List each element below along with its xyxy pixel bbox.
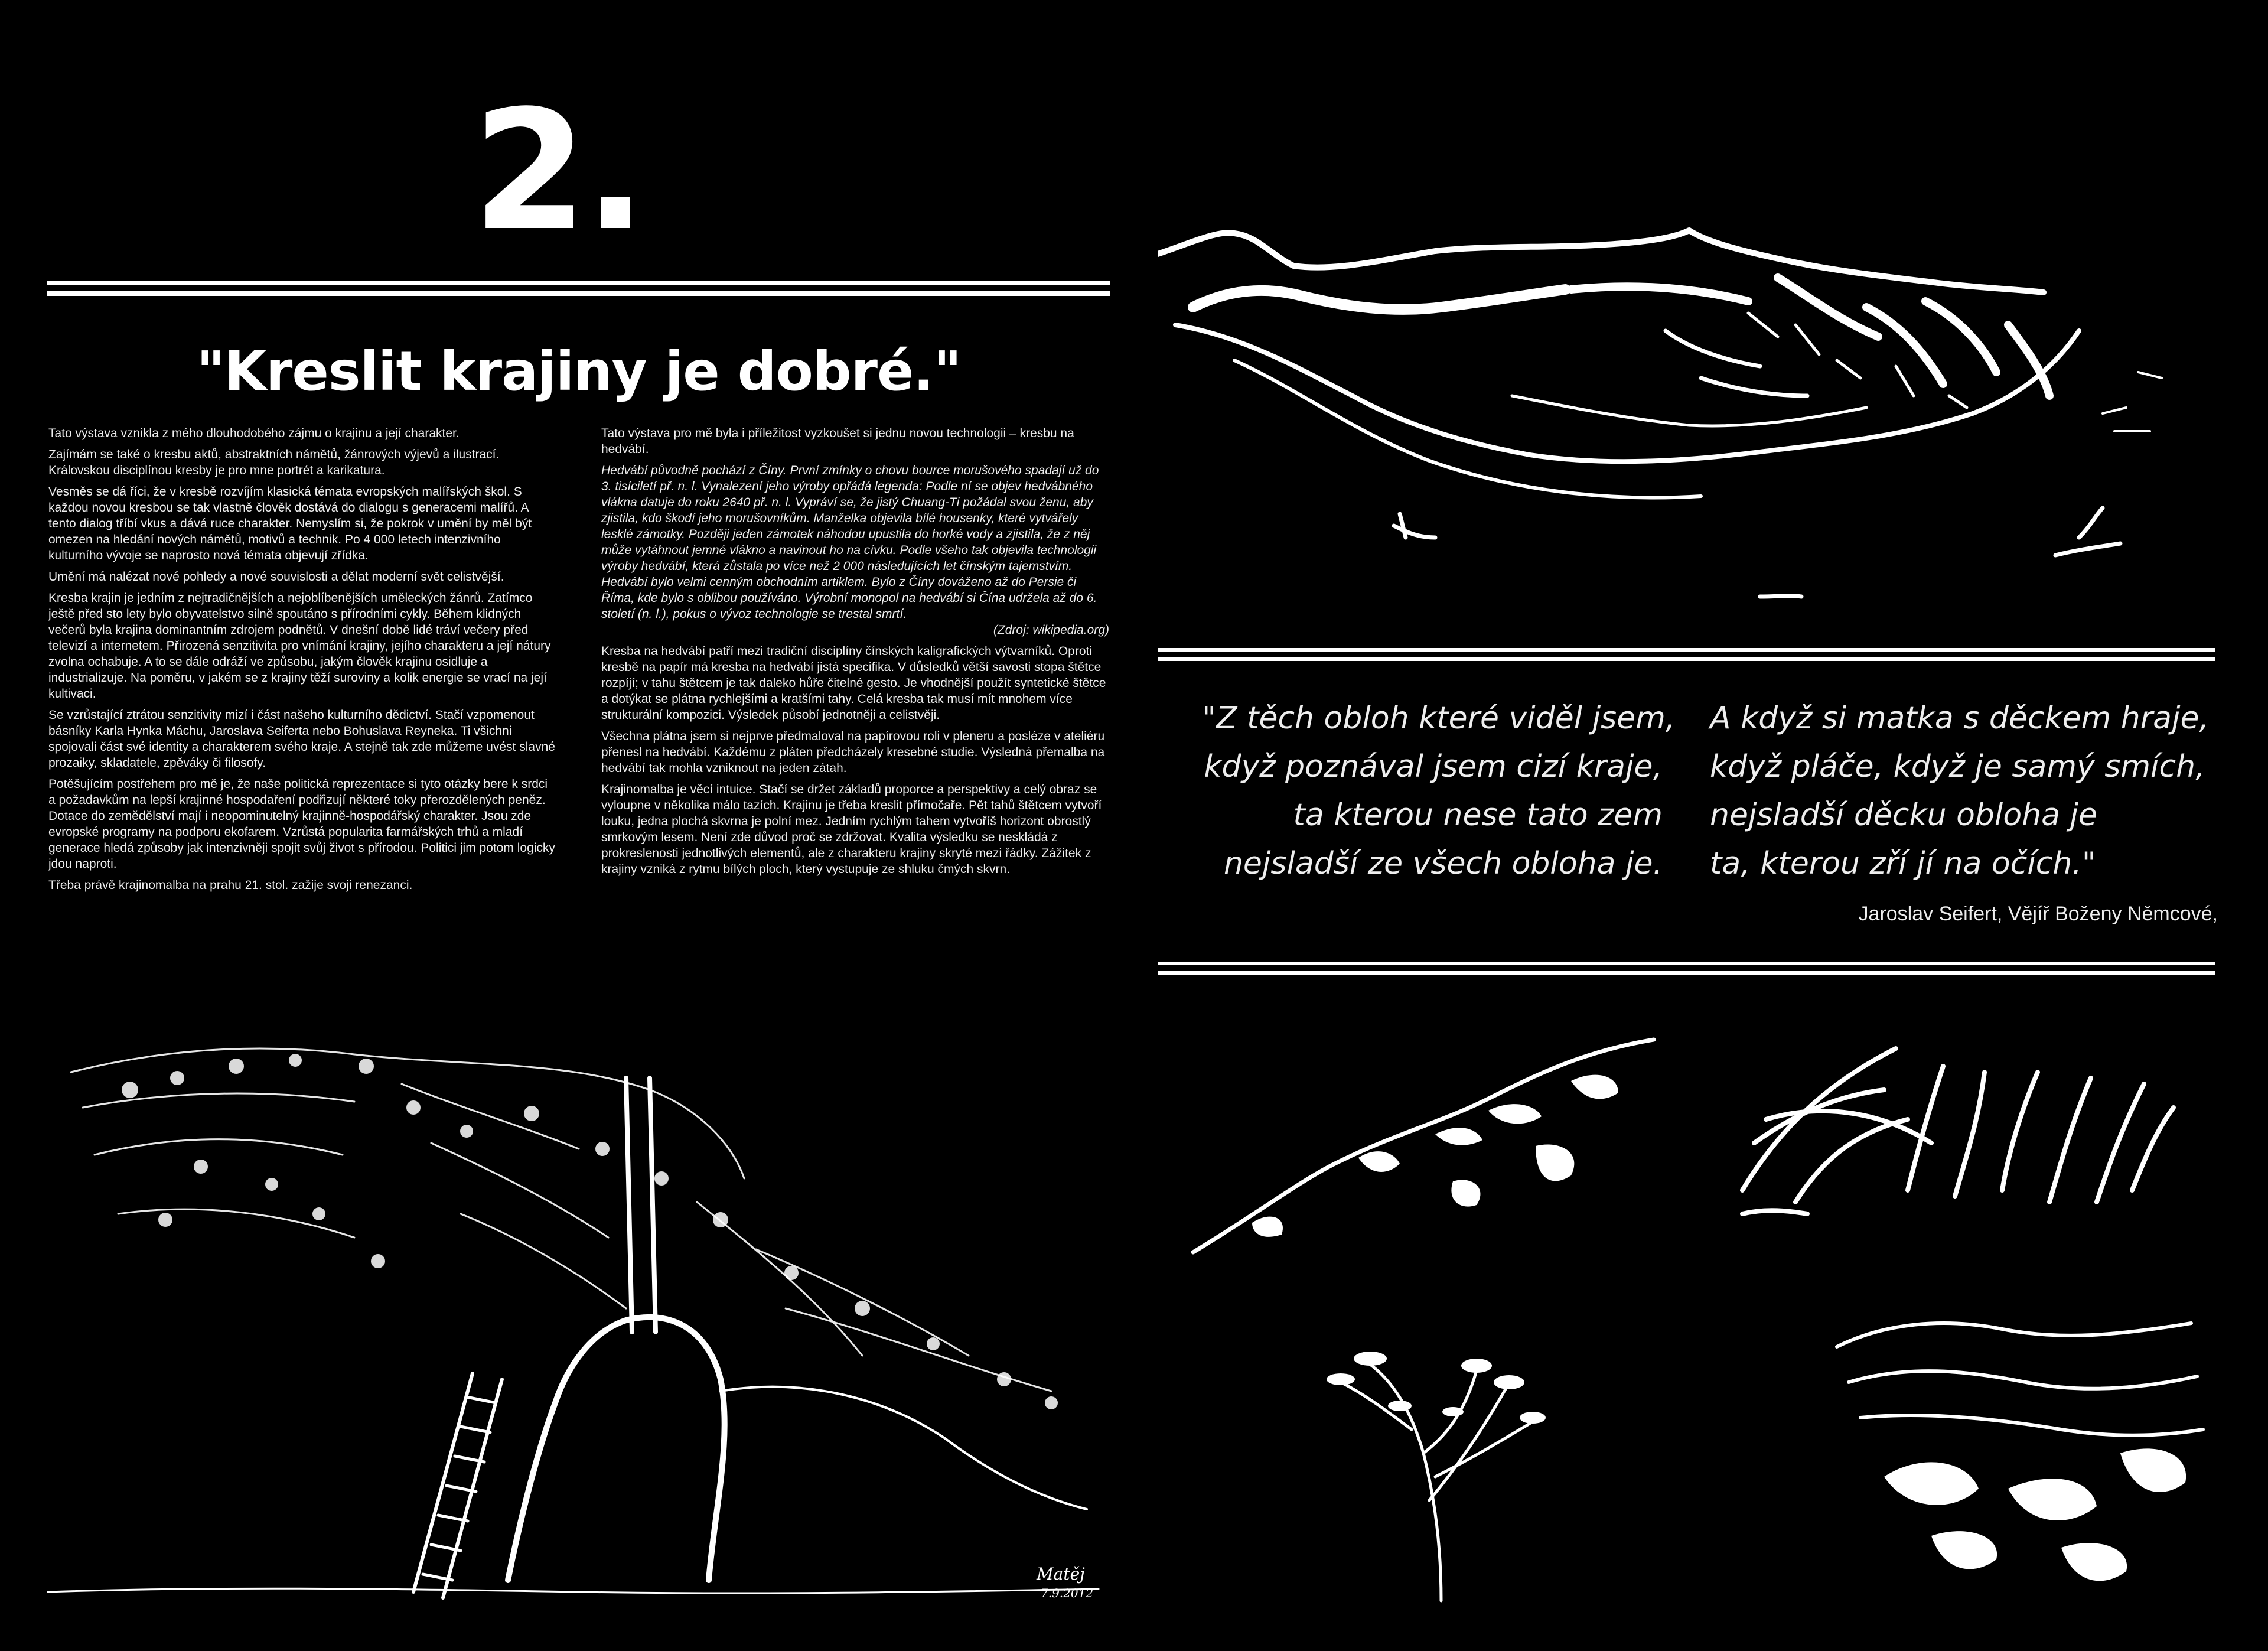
artist-signature: Matěj [1037,1564,1085,1584]
section-number: 2. [472,75,644,268]
poem-line: nejsladší ze všech obloha je. [1223,846,1663,881]
double-rule-mid-2 [1158,657,2215,661]
paragraph: Potěšujícím postřehem pro mě je, že naše politická reprezentace si tyto otázky bere k srdci a požadavkům na lepší krajinné hospodaření podřizují některé toky přerozdělených peněz. Dotace do zemědělství mají i neopominutelný krajinně-hospodářský charakter. Jsou zde evropské programy na podporu ekofarem. Vzrůstá popularita farmářských trhů a mladí generace hledá způsoby jak intenzivněji spojit svůj život s přírodou. Politici jim potom logicky jdou naproti. [48,777,555,871]
double-rule-bottom-1 [1158,962,2215,965]
paragraph: Vesměs se dá říci, že v kresbě rozvíjím klasická témata evropských malířských škol. S každou novou kresbou se tak vlastně člověk dostává do dialogu s generacemi malířů. A tento dialog tříbí vkus a dává ruce charakter. Nemyslím si, že pokrok v umění by měl být omezen na hledání nových námětů, motivů a technik. Po 4 000 letech intenzivního kulturního vývoje se naprosto nová témata objevují zřídka. [48,485,532,562]
quote-text: Hedvábí původně pochází z Číny. První zmínky o chovu bource morušového spadají už do 3. tisíciletí př. n. l. Vynalezení jeho výroby opřádá legenda: Podle ní se objev hedvábného vlákna datuje do roku 2640 př. n. l. Vypráví se, že jistý Chuang-Ti požádal svou ženu, aby zjistila, kdo škodí jeho morušovníkům. Manželka objevila bílé housenky, které vytvářely lesklé zámotky. Později jeden zámotek náhodou upustila do horké vody a zjistila, že z něj může vytáhnout jemné vlákno a navinout ho na cívku. Podle všeho tak objevila technologii výroby hedvábí, která zůstala po více než 2 000 následujících let čínským tajemstvím. Hedvábí bylo velmi cenným obchodním artiklem. Bylo z Číny dováženo až do Persie či Říma, kde bylo s oblibou používáno. Výrobní monopol na hedvábí si Čína udržela až do 6. století (n. l.), pokus o vývoz technologie se trestal smrtí. [601,464,1099,621]
mountain-landscape-drawing [1158,219,2209,632]
poem-line: ta, kterou zří jí na očích." [1710,846,2096,881]
poem-line: když pláče, když je samý smích, [1710,749,2205,784]
left-text-column [48,425,556,898]
poem-line: A když si matka s děckem hraje, [1710,701,2209,736]
poem-line: když poznával jsem cizí kraje, [1204,749,1663,784]
paragraph: Tato výstava pro mě byla i příležitost vyzkoušet si jednu novou technologii – kresbu na hedvábí. [601,426,1074,456]
paragraph: Tato výstava vznikla z mého dlouhodobého zájmu o krajinu a její charakter. [48,426,460,440]
poem-stanza-2 [1710,694,2218,888]
page-title: "Kreslit krajiny je dobré." [196,340,962,403]
poem-stanza-1 [1202,694,1676,888]
paragraph: Zajímám se také o kresbu aktů, abstraktních námětů, žánrových výjevů a ilustrací. Královskou disciplínou kresby je pro mne portrét a karikatura. [48,448,500,477]
tree-with-ladder-drawing [47,1025,1110,1610]
double-rule-mid-1 [1158,648,2215,652]
right-text-column [601,425,1109,883]
hillside-sketch [1181,1028,1666,1264]
paragraph: Se vzrůstající ztrátou senzitivity mizí i část našeho kulturního dědictví. Stačí vzpomenout básníky Karla Hynka Máchu, Jaroslava Seiferta nebo Bohuslava Reyneka. Ti všichni spojovali část své identity a charakterem svého kraje. A stejně tak zde můžeme uvést slavné prozaiky, skladatele, zpěváky či filosofy. [48,708,555,770]
paragraph: Kresba krajin je jedním z nejtradičnějších a nejoblíbenějších uměleckých žánrů. Zatímco ještě před sto lety bylo obyvatelstvo silně spoutáno s přírodními cykly. Během klidných večerů byla krajina dominantním zdrojem podnětů. V dnešní době lidé tráví večery před televizí a internetem. Přirozená senzitivita pro vnímání krajiny, jejího charakteru a její nátury zvolna ochabuje. A to se dále odráží ve způsobu, jakým člověk krajinu osidluje a industrializuje. Na poměru, v jakém se z krajiny těží suroviny a kolik energie se vrací na její kultivaci. [48,591,551,701]
paragraph: Krajinomalba je věcí intuice. Stačí se držet základů proporce a perspektivy a celý obraz se vyloupne v několika málo tazích. Krajinu je třeba kreslit přímočaře. Pět tahů štětcem vytvoří louku, jedna plochá skvrna je polní mez. Jedním rychlým tahem vytvoříš horizont obrostlý smrkovým lesem. Není zde důvod proč se zdržovat. Kvalita výsledku se neskládá z prokreslenosti jednotlivých elementů, ale z charakteru krajiny skryté mezi řádky. Zážitek z krajiny vzniká z rytmu bílých ploch, který vystupuje ze shluku čmých skvrn. [601,783,1102,876]
overgrown-garden-sketch [1813,1300,2215,1607]
paragraph: Umění má nalézat nové pohledy a nové souvislosti a dělat moderní svět celistvější. [48,570,504,584]
silk-history-quote [601,463,1109,638]
poem-author: Jaroslav Seifert, Vějíř Boženy Němcové, [1858,903,2218,925]
paragraph: Kresba na hedvábí patří mezi tradiční disciplíny čínských kaligrafických výtvarníků. Oproti kresbě na papír má kresba na hedvábí jistá specifika. V důsledků větší savosti stopa štětce rozpíjí; v tahu štětcem je tak daleko hůře čitelné gesto. Je vhodnější použít syntetické štětce a dotýkat se plátna rychlejšími a kratšími tahy. Celá kresba tak musí mít mnohem více strukturální kompozici. Výsledek působí jednotněji a celistvěji. [601,644,1106,722]
double-rule-top-1 [47,281,1110,285]
poem-line: nejsladší děcku obloha je [1710,797,2097,833]
poem-line: "Z těch obloh které viděl jsem, [1202,701,1676,736]
grass-sketch [1707,1013,2197,1267]
signature-date: 7.9.2012 [1041,1586,1094,1600]
poem-line: ta kterou nese tato zem [1293,797,1663,833]
double-rule-top-2 [47,291,1110,296]
quote-source: (Zdroj: wikipedia.org) [993,623,1109,637]
double-rule-bottom-2 [1158,971,2215,975]
paragraph: Všechna plátna jsem si nejprve předmaloval na papírovou roli v pleneru a posléze v ateliéru přenesl na hedvábí. Každému z pláten předcházely kresebné studie. Výsledná přemalba na hedvábí tak mohla vzniknout na jeden zátah. [601,730,1105,775]
flowering-plant-sketch [1305,1323,1636,1607]
paragraph: Třeba právě krajinomalba na prahu 21. stol. zažije svoji renezanci. [48,878,413,892]
